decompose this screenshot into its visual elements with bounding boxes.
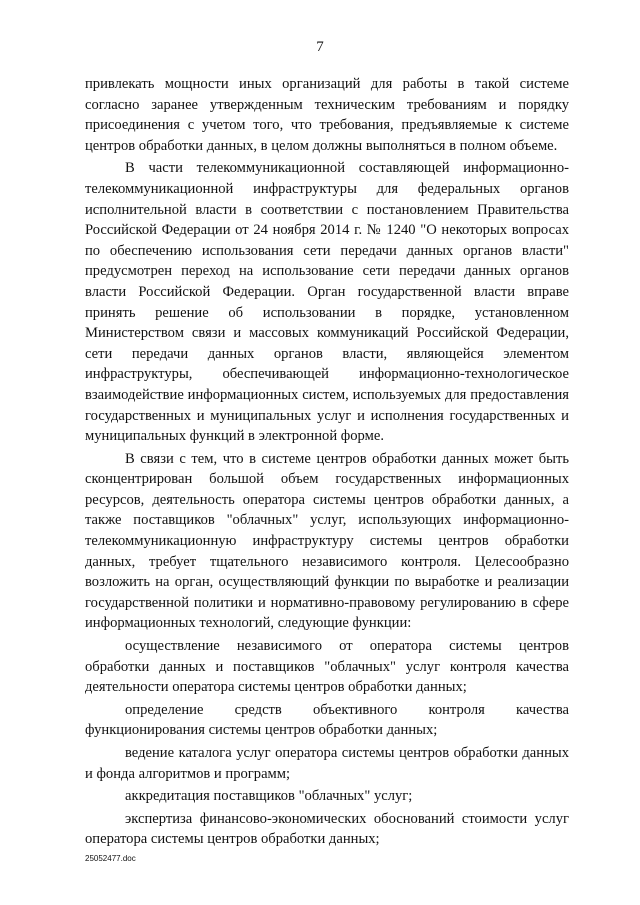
list-item-2: определение средств объективного контроля качества функционирования системы центров обработки данных; [85, 701, 569, 739]
paragraph-2: В части телекоммуникационной составляющей информационно-телекоммуникационной инфраструктуры для федеральных органов исполнительной власти в соответствии с постановлением Правительства Российской Федерации от 24 ноября 2014 г. № 1240 "О некоторых вопросах по обеспечению использования сети передачи данных органов власти" предусмотрен переход на использование сети передачи данных органов власти Российской Федерации. Орган государственной власти вправе принять решение об использовании в порядке, установленном Министерством связи и массовых коммуникаций Российской Федерации, сети передачи данных органов власти, являющейся элементом инфраструктуры, обеспечивающей информационно-технологическое взаимодействие информационных систем, используемых для предоставления государственных и муниципальных услуг и исполнения государственных и муниципальных функций в электронной форме. [85, 160, 569, 445]
list-item-5: экспертиза финансово-экономических обоснований стоимости услуг оператора системы центров обработки данных; [85, 810, 569, 848]
page-number: 7 [316, 39, 324, 55]
list-item-3: ведение каталога услуг оператора системы центров обработки данных и фонда алгоритмов и программ; [85, 745, 569, 782]
paragraph-1: привлекать мощности иных организаций для работы в такой системе согласно заранее утвержденным техническим требованиям и порядку присоединения с учетом того, что требования, предъявляемые к системе центров обработки данных, в целом должны выполняться в полном объеме. [85, 76, 569, 154]
body-text [85, 74, 569, 850]
list-item-1: осуществление независимого от оператора системы центров обработки данных и поставщиков "облачных" услуг контроля качества деятельности оператора системы центров обработки данных; [85, 638, 569, 696]
paragraph-3: В связи с тем, что в системе центров обработки данных может быть сконцентрирован большой объем государственных информационных ресурсов, деятельность оператора системы центров обработки данных, а также поставщиков "облачных" услуг, использующих информационно-телекоммуникационную инфраструктуру системы центров обработки данных, требует тщательного независимого контроля. Целесообразно возложить на орган, осуществляющий функции по выработке и реализации государственной политики и нормативно-правовому регулированию в сфере информационных технологий, следующие функции: [85, 450, 569, 632]
list-item-4: аккредитация поставщиков "облачных" услуг; [125, 788, 413, 805]
footer-filename: 25052477.doc [85, 854, 136, 863]
